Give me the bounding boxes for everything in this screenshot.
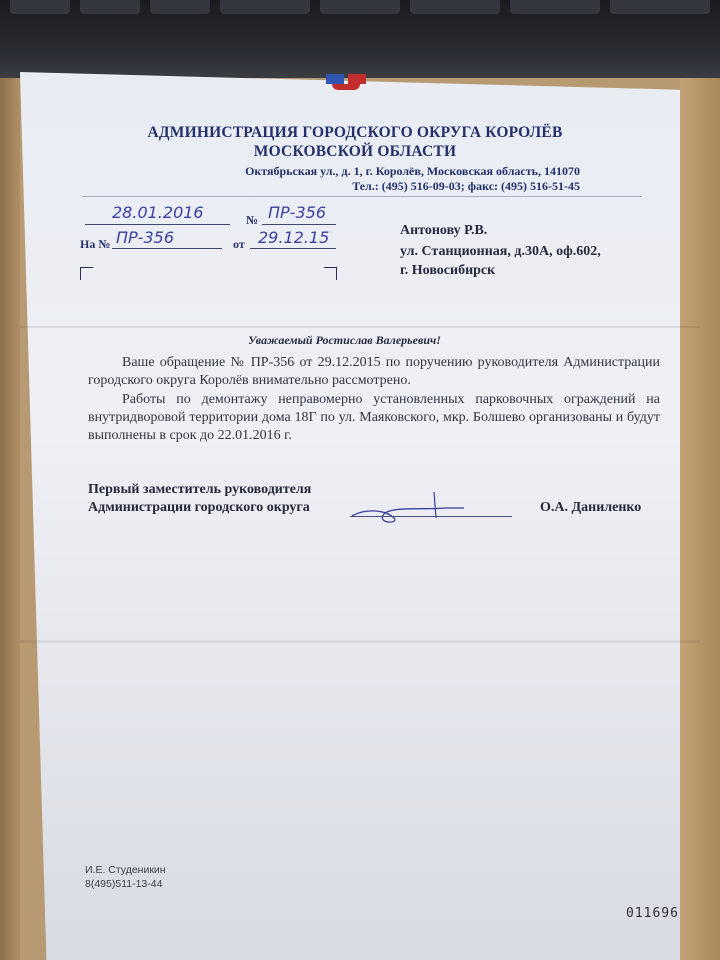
letter-paragraph-2: Работы по демонтажу неправомерно установленных парковочных ограждений на внутридворовой территории дома 18Г по ул. Маяковского, мкр. Болшево организованы и будут выполнены в срок до 22.01.2016 г. bbox=[88, 392, 660, 443]
recipient-city: г. Новосибирск bbox=[400, 263, 496, 278]
org-phone: Тел.: (495) 516-09-03; факс: (495) 516-51-45 bbox=[352, 179, 580, 193]
signer-position-line2: Администрации городского округа bbox=[88, 500, 310, 515]
form-serial-number: 011696 bbox=[626, 906, 679, 921]
paper-fold-top bbox=[20, 326, 700, 328]
number-underline bbox=[262, 224, 336, 225]
coat-of-arms-emblem bbox=[326, 74, 370, 92]
signature-line bbox=[350, 516, 512, 517]
reference-number-handwritten: ПР-356 bbox=[116, 228, 174, 247]
org-address: Октябрьская ул., д. 1, г. Королёв, Московская область, 141070 bbox=[245, 164, 580, 178]
address-corner-right bbox=[324, 267, 337, 280]
letter-paragraph-1: Ваше обращение № ПР-356 от 29.12.2015 по поручению руководителя Администрации городского округа Королёв внимательно рассмотрено. bbox=[88, 355, 660, 388]
paper-fold-bottom bbox=[20, 640, 700, 643]
signer-position-line1: Первый заместитель руководителя bbox=[88, 482, 312, 497]
outgoing-number-label: № bbox=[246, 213, 259, 227]
desk-surface-right bbox=[680, 78, 720, 960]
outgoing-date-handwritten: 28.01.2016 bbox=[112, 203, 204, 222]
letterhead-divider bbox=[82, 196, 642, 197]
date-underline bbox=[85, 224, 230, 225]
executor-phone: 8(495)511-13-44 bbox=[85, 878, 163, 890]
reference-date-handwritten: 29.12.15 bbox=[258, 228, 330, 247]
keyboard-background bbox=[0, 0, 720, 78]
address-corner-left bbox=[80, 267, 93, 280]
reference-date-underline bbox=[250, 248, 336, 249]
executor-name: И.Е. Студеникин bbox=[85, 864, 166, 876]
salutation: Уважаемый Ростислав Валерьевич! bbox=[248, 333, 441, 347]
org-name-line2: МОСКОВСКОЙ ОБЛАСТИ bbox=[253, 143, 457, 160]
recipient-name: Антонову Р.В. bbox=[400, 223, 488, 238]
outgoing-number-handwritten: ПР-356 bbox=[268, 203, 326, 222]
org-name-line1: АДМИНИСТРАЦИЯ ГОРОДСКОГО ОКРУГА КОРОЛЁВ bbox=[147, 124, 563, 141]
handwritten-signature bbox=[346, 488, 476, 528]
desk-surface-left bbox=[0, 78, 20, 960]
reference-number-underline bbox=[112, 248, 222, 249]
recipient-street: ул. Станционная, д.30А, оф.602, bbox=[400, 244, 601, 259]
reference-date-label: от bbox=[233, 237, 245, 251]
reference-number-label: На № bbox=[80, 237, 111, 251]
signer-name: О.А. Даниленко bbox=[540, 500, 642, 515]
